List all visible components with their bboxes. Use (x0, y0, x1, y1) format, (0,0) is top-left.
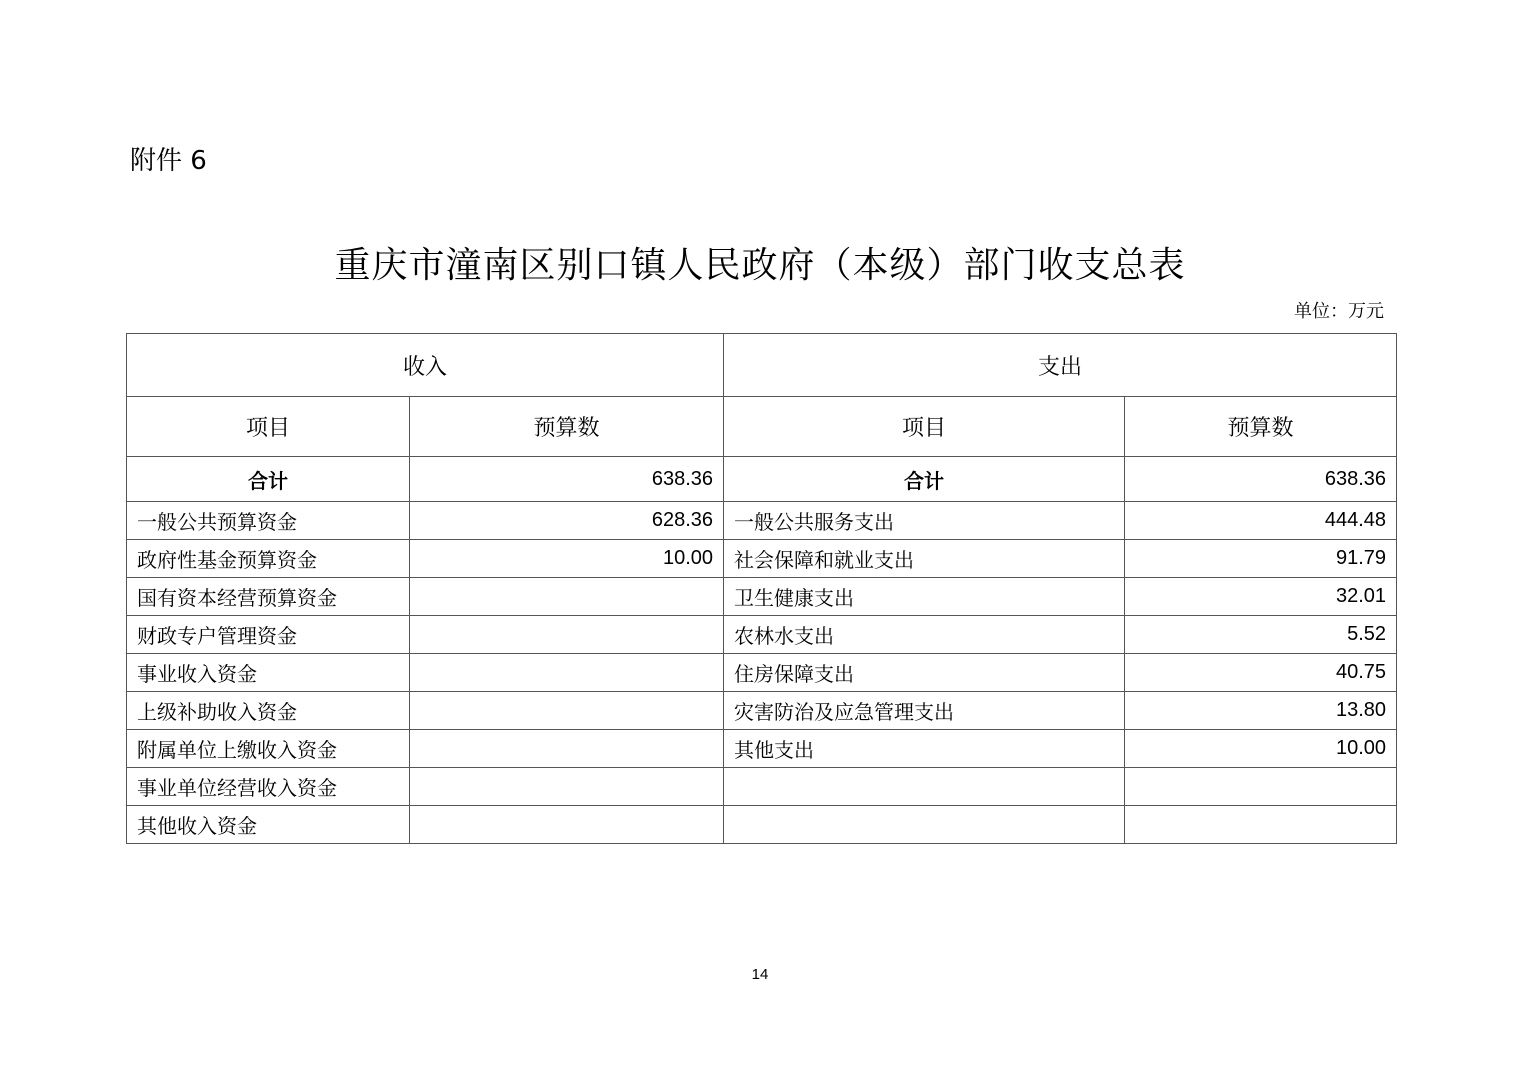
income-value (410, 806, 724, 844)
expense-item: 灾害防治及应急管理支出 (724, 692, 1125, 730)
expense-header: 支出 (724, 334, 1397, 397)
income-value: 10.00 (410, 540, 724, 578)
expense-value: 10.00 (1125, 730, 1397, 768)
income-item: 其他收入资金 (127, 806, 410, 844)
expense-item: 农林水支出 (724, 616, 1125, 654)
column-header-row (127, 397, 1397, 457)
income-total-label: 合计 (127, 457, 410, 502)
expense-value: 13.80 (1125, 692, 1397, 730)
budget-summary-table (126, 333, 1397, 844)
expense-value: 5.52 (1125, 616, 1397, 654)
expense-value: 444.48 (1125, 502, 1397, 540)
income-value (410, 768, 724, 806)
income-total-value: 638.36 (410, 457, 724, 502)
total-row (127, 457, 1397, 502)
expense-total-value: 638.36 (1125, 457, 1397, 502)
expense-item: 一般公共服务支出 (724, 502, 1125, 540)
income-item-header: 项目 (127, 397, 410, 457)
expense-total-label: 合计 (724, 457, 1125, 502)
income-value (410, 692, 724, 730)
attachment-label: 附件 6 (130, 146, 207, 176)
page-title: 重庆市潼南区别口镇人民政府（本级）部门收支总表 (334, 245, 1186, 286)
income-item: 国有资本经营预算资金 (127, 578, 410, 616)
income-item: 事业单位经营收入资金 (127, 768, 410, 806)
income-item: 一般公共预算资金 (127, 502, 410, 540)
table-row (127, 578, 1397, 616)
group-header-row (127, 334, 1397, 397)
expense-value (1125, 768, 1397, 806)
expense-item: 其他支出 (724, 730, 1125, 768)
expense-item: 社会保障和就业支出 (724, 540, 1125, 578)
income-value (410, 730, 724, 768)
income-value (410, 578, 724, 616)
expense-value: 40.75 (1125, 654, 1397, 692)
table-row (127, 540, 1397, 578)
table-row (127, 502, 1397, 540)
expense-value: 32.01 (1125, 578, 1397, 616)
expense-item (724, 768, 1125, 806)
expense-item: 卫生健康支出 (724, 578, 1125, 616)
table-row (127, 806, 1397, 844)
income-budget-header: 预算数 (410, 397, 724, 457)
table-row (127, 730, 1397, 768)
table-row (127, 768, 1397, 806)
table-row (127, 692, 1397, 730)
expense-value (1125, 806, 1397, 844)
income-value (410, 616, 724, 654)
income-value: 628.36 (410, 502, 724, 540)
expense-item (724, 806, 1125, 844)
table-row (127, 654, 1397, 692)
income-item: 财政专户管理资金 (127, 616, 410, 654)
income-header: 收入 (127, 334, 724, 397)
unit-label: 单位：万元 (1294, 301, 1384, 322)
expense-item: 住房保障支出 (724, 654, 1125, 692)
income-item: 上级补助收入资金 (127, 692, 410, 730)
table-row (127, 616, 1397, 654)
income-item: 政府性基金预算资金 (127, 540, 410, 578)
income-item: 附属单位上缴收入资金 (127, 730, 410, 768)
income-value (410, 654, 724, 692)
page-number: 14 (751, 966, 769, 983)
expense-value: 91.79 (1125, 540, 1397, 578)
income-item: 事业收入资金 (127, 654, 410, 692)
expense-item-header: 项目 (724, 397, 1125, 457)
expense-budget-header: 预算数 (1125, 397, 1397, 457)
